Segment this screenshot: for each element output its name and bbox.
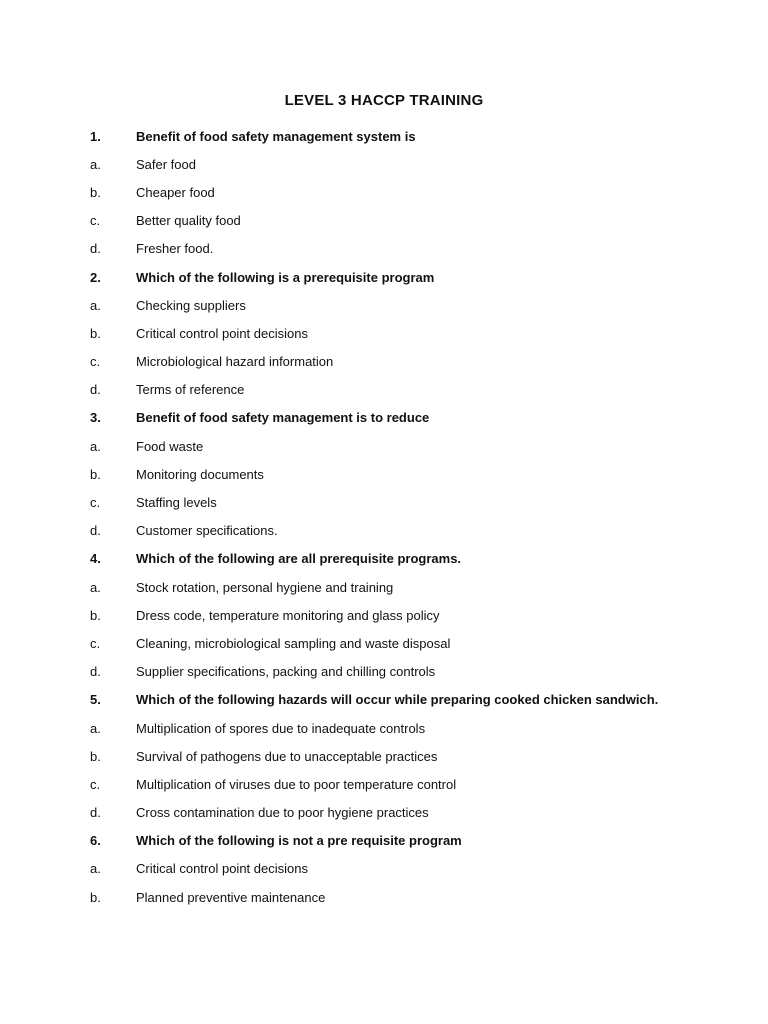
option-text: Cleaning, microbiological sampling and waste disposal: [136, 635, 451, 651]
question-number: 6.: [90, 833, 101, 849]
answer-option-row: [90, 855, 710, 883]
option-text: Food waste: [136, 438, 204, 454]
question-text: Benefit of food safety management system is: [136, 128, 416, 144]
answer-option-row: [90, 376, 710, 404]
option-text: Better quality food: [136, 213, 241, 229]
option-letter: a.: [90, 156, 101, 172]
answer-option-row: [90, 178, 710, 206]
question-number: 1.: [90, 128, 101, 144]
answer-option-row: [90, 291, 710, 319]
option-letter: d.: [90, 664, 101, 680]
option-text: Safer food: [136, 156, 196, 172]
answer-option-row: [90, 770, 710, 798]
question-number: 3.: [90, 410, 101, 426]
question-text: Which of the following are all prerequisite programs.: [136, 551, 462, 567]
answer-option-row: [90, 799, 710, 827]
option-text: Survival of pathogens due to unacceptable practices: [136, 748, 438, 764]
option-letter: b.: [90, 466, 101, 482]
option-letter: b.: [90, 889, 101, 905]
option-text: Multiplication of spores due to inadequate controls: [136, 720, 426, 736]
option-letter: a.: [90, 438, 101, 454]
option-text: Monitoring documents: [136, 466, 264, 482]
option-text: Critical control point decisions: [136, 325, 308, 341]
option-text: Customer specifications.: [136, 523, 278, 539]
option-text: Multiplication of viruses due to poor temperature control: [136, 776, 457, 792]
question-row: [90, 404, 710, 432]
option-letter: a.: [90, 579, 101, 595]
answer-option-row: [90, 573, 710, 601]
answer-option-row: [90, 629, 710, 657]
answer-option-row: [90, 432, 710, 460]
option-letter: d.: [90, 805, 101, 821]
answer-option-row: [90, 319, 710, 347]
option-letter: a.: [90, 297, 101, 313]
option-letter: c.: [90, 213, 101, 229]
answer-option-row: [90, 601, 710, 629]
question-text: Which of the following hazards will occur while preparing cooked chicken sandwich.: [136, 692, 659, 708]
answer-option-row: [90, 714, 710, 742]
answer-option-row: [90, 658, 710, 686]
option-letter: a.: [90, 861, 101, 877]
option-letter: d.: [90, 241, 101, 257]
answer-option-row: [90, 460, 710, 488]
option-letter: a.: [90, 720, 101, 736]
option-text: Dress code, temperature monitoring and glass policy: [136, 607, 440, 623]
option-text: Cross contamination due to poor hygiene practices: [136, 805, 429, 821]
question-number: 4.: [90, 551, 101, 567]
option-text: Supplier specifications, packing and chilling controls: [136, 664, 436, 680]
option-text: Planned preventive maintenance: [136, 889, 326, 905]
question-row: [90, 686, 710, 714]
page-title: LEVEL 3 HACCP TRAINING: [284, 92, 484, 109]
answer-option-row: [90, 207, 710, 235]
answer-option-row: [90, 488, 710, 516]
question-number: 2.: [90, 269, 101, 285]
option-letter: c.: [90, 495, 101, 511]
question-row: [90, 827, 710, 855]
question-row: [90, 263, 710, 291]
option-text: Cheaper food: [136, 184, 215, 200]
option-letter: c.: [90, 635, 101, 651]
option-text: Staffing levels: [136, 495, 217, 511]
option-letter: c.: [90, 776, 101, 792]
answer-option-row: [90, 517, 710, 545]
option-text: Checking suppliers: [136, 297, 246, 313]
question-row: [90, 122, 710, 150]
question-list: [90, 122, 710, 911]
question-text: Which of the following is a prerequisite program: [136, 269, 435, 285]
question-number: 5.: [90, 692, 101, 708]
option-text: Critical control point decisions: [136, 861, 308, 877]
option-letter: c.: [90, 354, 101, 370]
answer-option-row: [90, 348, 710, 376]
option-text: Microbiological hazard information: [136, 354, 334, 370]
question-row: [90, 545, 710, 573]
option-text: Fresher food.: [136, 241, 214, 257]
answer-option-row: [90, 742, 710, 770]
answer-option-row: [90, 235, 710, 263]
option-letter: b.: [90, 184, 101, 200]
option-letter: b.: [90, 325, 101, 341]
question-text: Benefit of food safety management is to reduce: [136, 410, 430, 426]
answer-option-row: [90, 150, 710, 178]
option-letter: b.: [90, 607, 101, 623]
question-text: Which of the following is not a pre requisite program: [136, 833, 462, 849]
answer-option-row: [90, 883, 710, 911]
option-letter: b.: [90, 748, 101, 764]
option-letter: d.: [90, 382, 101, 398]
option-letter: d.: [90, 523, 101, 539]
option-text: Stock rotation, personal hygiene and training: [136, 579, 394, 595]
option-text: Terms of reference: [136, 382, 245, 398]
